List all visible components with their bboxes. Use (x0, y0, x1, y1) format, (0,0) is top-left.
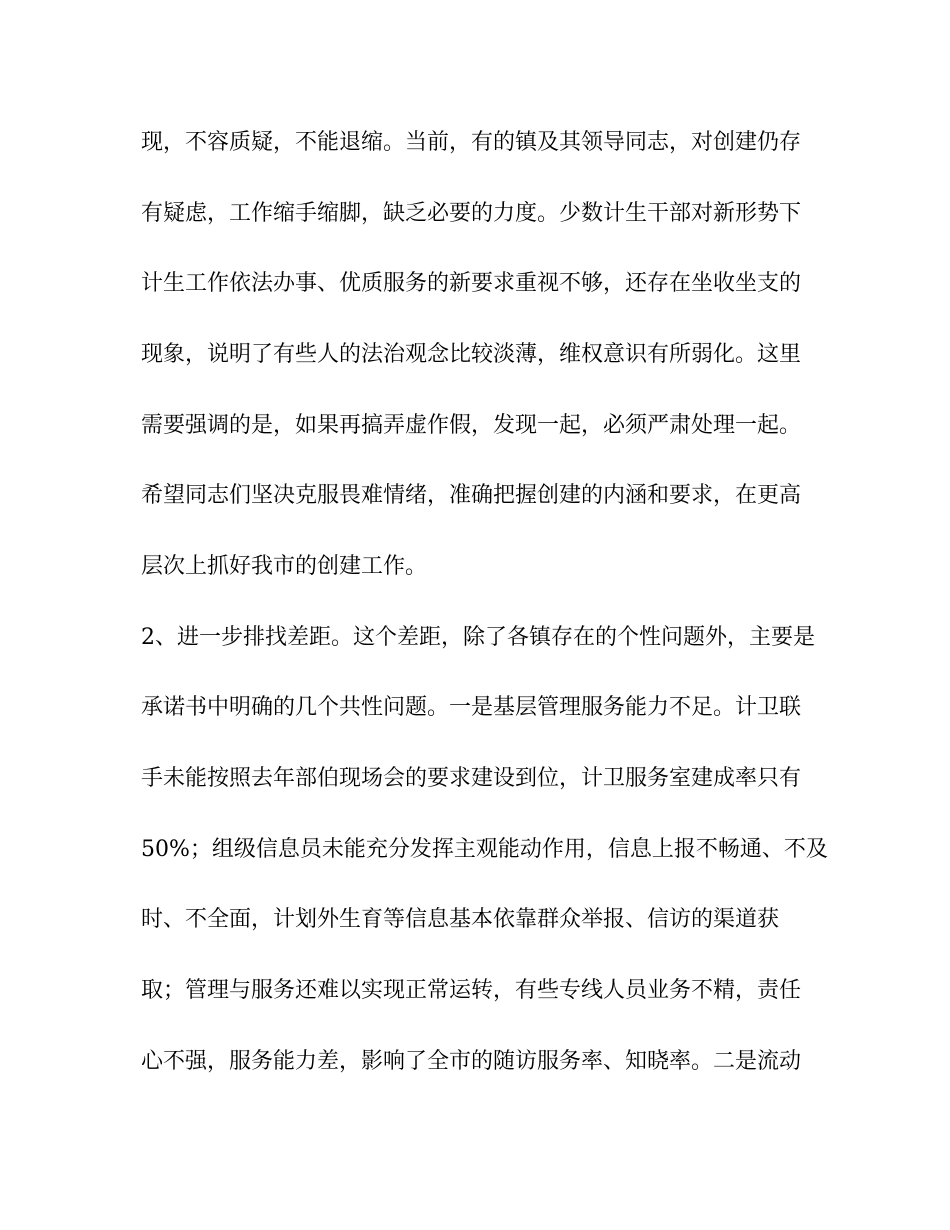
text-line: 计生工作依法办事、优质服务的新要求重视不够，还存在坐收坐支的 (141, 271, 802, 296)
text-line: 手未能按照去年部伯现场会的要求建设到位，计卫服务室建成率只有 (141, 766, 802, 791)
text-line: 时、不全面，计划外生育等信息基本依靠群众举报、信访的渠道获 (141, 907, 780, 932)
text-line: 需要强调的是，如果再搞弄虚作假，发现一起，必须严肃处理一起。 (141, 413, 802, 438)
text-line: 承诺书中明确的几个共性问题。一是基层管理服务能力不足。计卫联 (141, 695, 802, 720)
text-line: 希望同志们坚决克服畏难情绪，准确把握创建的内涵和要求，在更高 (141, 483, 802, 508)
text-line: 取；管理与服务还难以实现正常运转，有些专线人员业务不精，责任 (141, 978, 802, 1003)
text-line: 层次上抓好我市的创建工作。 (141, 554, 428, 579)
text-line: 心不强，服务能力差，影响了全市的随访服务率、知晓率。二是流动 (141, 1049, 802, 1074)
text-line: 现象，说明了有些人的法治观念比较淡薄，维权意识有所弱化。这里 (141, 342, 802, 367)
text-line: 现，不容质疑，不能退缩。当前，有的镇及其领导同志，对创建仍存 (141, 130, 802, 155)
text-line: 2、进一步排找差距。这个差距，除了各镇存在的个性问题外，主要是 (141, 625, 815, 650)
text-line: 50%；组级信息员未能充分发挥主观能动作用，信息上报不畅通、不及 (141, 837, 828, 862)
text-line: 有疑虑，工作缩手缩脚，缺乏必要的力度。少数计生干部对新形势下 (141, 201, 802, 226)
